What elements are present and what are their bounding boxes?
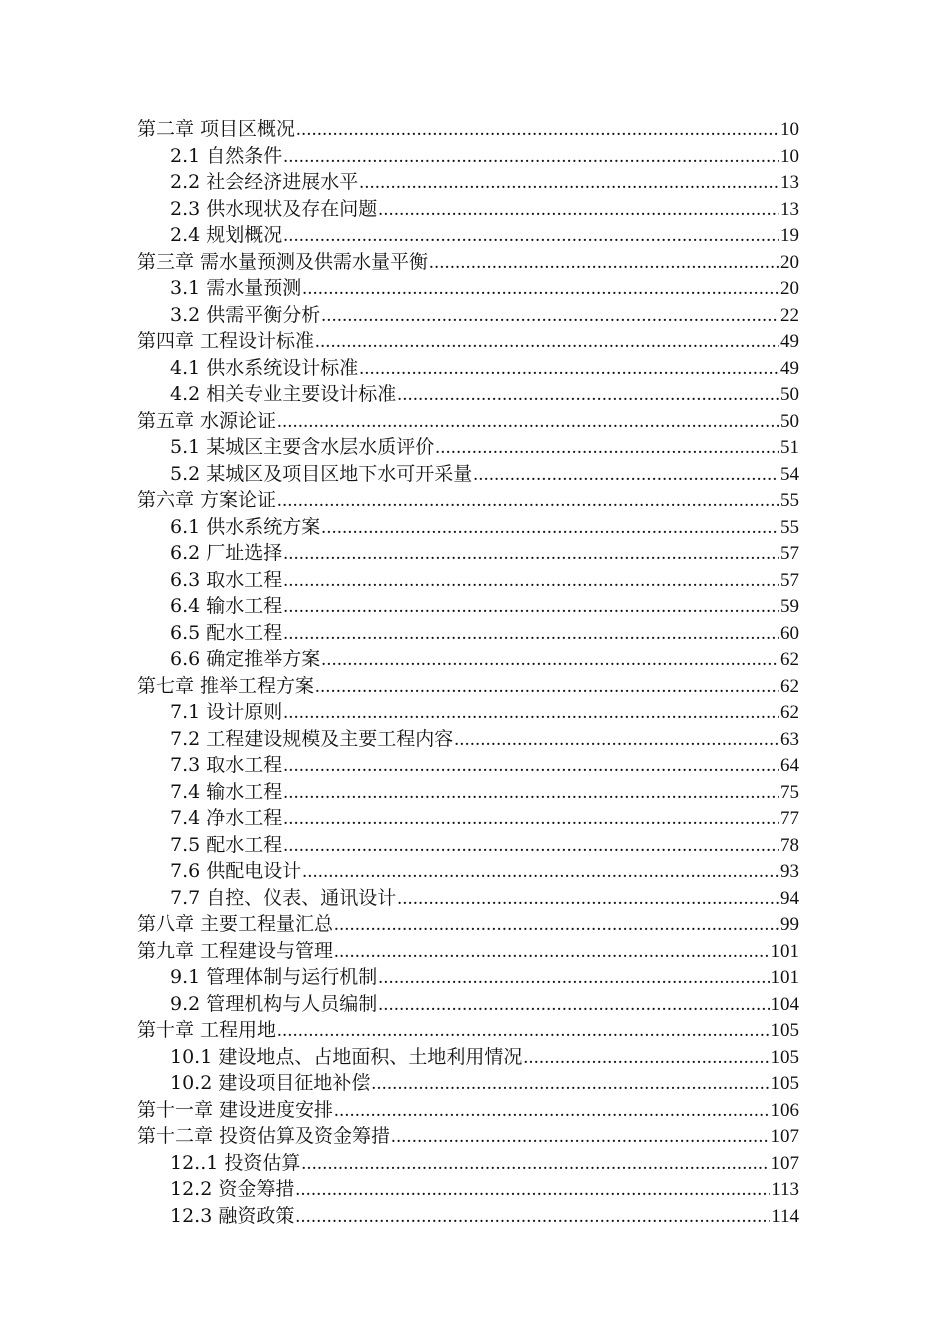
toc-page-number: 78 — [780, 834, 799, 856]
dot-leader — [523, 1045, 769, 1072]
toc-chapter-entry[interactable] — [137, 1097, 799, 1124]
toc-entry-label: 3.2 供需平衡分析 — [170, 303, 321, 326]
toc-page-number: 13 — [780, 172, 799, 193]
dot-leader — [315, 329, 779, 356]
table-of-contents — [137, 116, 799, 1229]
toc-section-entry[interactable] — [137, 1070, 799, 1097]
dot-leader — [277, 1018, 769, 1045]
toc-page-number: 101 — [770, 967, 799, 988]
toc-entry-label: 第五章 水源论证 — [137, 409, 277, 432]
dot-leader — [277, 409, 779, 436]
dot-leader — [315, 674, 779, 701]
toc-entry-label: 6.3 取水工程 — [170, 568, 283, 591]
dot-leader — [435, 435, 779, 462]
toc-section-entry[interactable] — [137, 169, 799, 196]
toc-section-entry[interactable] — [137, 726, 799, 753]
dot-leader — [283, 621, 779, 648]
toc-section-entry[interactable] — [137, 752, 799, 779]
toc-section-entry[interactable] — [137, 779, 799, 806]
toc-entry-label: 2.2 社会经济进展水平 — [170, 171, 359, 193]
toc-page-number: 93 — [780, 861, 799, 882]
dot-leader — [283, 806, 779, 833]
toc-entry-label: 12.3 融资政策 — [170, 1204, 295, 1227]
toc-page-number: 99 — [780, 914, 799, 935]
dot-leader — [295, 1177, 770, 1204]
dot-leader — [283, 700, 779, 727]
toc-entry-label: 7.6 供配电设计 — [170, 860, 302, 882]
dot-leader — [283, 223, 779, 250]
toc-section-entry[interactable] — [137, 434, 799, 461]
dot-leader — [283, 833, 779, 860]
dot-leader — [378, 197, 779, 224]
toc-entry-label: 第九章 工程建设与管理 — [137, 939, 334, 962]
dot-leader — [334, 939, 769, 966]
toc-section-entry[interactable] — [137, 699, 799, 726]
toc-entry-label: 第四章 工程设计标准 — [137, 330, 315, 352]
toc-entry-label: 9.2 管理机构与人员编制 — [170, 992, 378, 1015]
toc-section-entry[interactable] — [137, 514, 799, 541]
toc-chapter-entry[interactable] — [137, 116, 799, 143]
toc-page-number: 62 — [780, 675, 799, 697]
toc-chapter-entry[interactable] — [137, 1017, 799, 1044]
toc-entry-label: 7.1 设计原则 — [170, 701, 283, 723]
toc-section-entry[interactable] — [137, 275, 799, 302]
toc-chapter-entry[interactable] — [137, 328, 799, 355]
dot-leader — [283, 780, 779, 807]
toc-page-number: 22 — [780, 304, 799, 326]
toc-section-entry[interactable] — [137, 858, 799, 885]
toc-section-entry[interactable] — [137, 964, 799, 991]
toc-page-number: 105 — [770, 1073, 799, 1094]
toc-page-number: 113 — [771, 1179, 799, 1200]
toc-section-entry[interactable] — [137, 991, 799, 1018]
toc-page-number: 49 — [780, 357, 799, 379]
toc-page-number: 101 — [770, 940, 799, 962]
toc-chapter-entry[interactable] — [137, 673, 799, 700]
toc-section-entry[interactable] — [137, 1203, 799, 1230]
dot-leader — [283, 568, 779, 595]
toc-page-number: 55 — [780, 490, 799, 511]
toc-section-entry[interactable] — [137, 143, 799, 170]
toc-entry-label: 第三章 需水量预测及供需水量平衡 — [137, 250, 429, 273]
dot-leader — [277, 488, 779, 515]
toc-page-number: 114 — [771, 1205, 799, 1227]
toc-page-number: 60 — [780, 622, 799, 644]
toc-page-number: 107 — [770, 1126, 799, 1147]
toc-chapter-entry[interactable] — [137, 487, 799, 514]
toc-section-entry[interactable] — [137, 381, 799, 408]
toc-page-number: 107 — [770, 1152, 799, 1174]
toc-entry-label: 7.3 取水工程 — [170, 754, 283, 776]
toc-page-number: 57 — [780, 569, 799, 591]
toc-section-entry[interactable] — [137, 1150, 799, 1177]
toc-page-number: 75 — [780, 781, 799, 803]
dot-leader — [302, 859, 779, 886]
dot-leader — [429, 250, 779, 277]
toc-entry-label: 第八章 主要工程量汇总 — [137, 913, 334, 935]
toc-section-entry[interactable] — [137, 355, 799, 382]
toc-page-number: 57 — [780, 543, 799, 564]
toc-section-entry[interactable] — [137, 646, 799, 673]
toc-section-entry[interactable] — [137, 222, 799, 249]
toc-section-entry[interactable] — [137, 461, 799, 488]
toc-entry-label: 第七章 推举工程方案 — [137, 674, 315, 697]
dot-leader — [371, 1071, 769, 1098]
toc-entry-label: 2.4 规划概况 — [170, 224, 283, 246]
dot-leader — [321, 647, 779, 674]
toc-entry-label: 第六章 方案论证 — [137, 489, 277, 511]
toc-page-number: 19 — [780, 225, 799, 246]
toc-page-number: 94 — [780, 887, 799, 909]
dot-leader — [397, 886, 779, 913]
dot-leader — [359, 356, 779, 383]
toc-entry-label: 6.1 供水系统方案 — [170, 515, 321, 538]
toc-page-number: 77 — [780, 808, 799, 829]
toc-page-number: 55 — [780, 516, 799, 538]
toc-entry-label: 2.1 自然条件 — [170, 144, 283, 167]
toc-entry-label: 5.1 某城区主要含水层水质评价 — [170, 436, 435, 458]
toc-page-number: 105 — [770, 1020, 799, 1041]
toc-page-number: 20 — [780, 278, 799, 299]
toc-page-number: 50 — [780, 410, 799, 432]
dot-leader — [473, 462, 779, 489]
dot-leader — [302, 276, 779, 303]
toc-section-entry[interactable] — [137, 196, 799, 223]
dot-leader — [301, 1151, 769, 1178]
toc-page-number: 10 — [780, 145, 799, 167]
toc-entry-label: 3.1 需水量预测 — [170, 277, 302, 299]
toc-entry-label: 10.2 建设项目征地补偿 — [170, 1072, 371, 1094]
dot-leader — [359, 170, 779, 197]
toc-page-number: 63 — [780, 728, 799, 750]
dot-leader — [321, 303, 779, 330]
toc-entry-label: 7.5 配水工程 — [170, 833, 283, 856]
toc-section-entry[interactable] — [137, 885, 799, 912]
toc-page-number: 105 — [770, 1046, 799, 1068]
dot-leader — [334, 912, 779, 939]
toc-chapter-entry[interactable] — [137, 249, 799, 276]
toc-entry-label: 9.1 管理体制与运行机制 — [170, 966, 378, 988]
dot-leader — [391, 1124, 769, 1151]
toc-entry-label: 7.7 自控、仪表、通讯设计 — [170, 886, 397, 909]
toc-page-number: 64 — [780, 755, 799, 776]
toc-chapter-entry[interactable] — [137, 938, 799, 965]
dot-leader — [321, 515, 779, 542]
toc-page-number: 62 — [780, 649, 799, 670]
toc-entry-label: 7.2 工程建设规模及主要工程内容 — [170, 727, 454, 750]
toc-entry-label: 7.4 净水工程 — [170, 807, 283, 829]
toc-page-number: 59 — [780, 596, 799, 617]
toc-entry-label: 12.2 资金筹措 — [170, 1178, 295, 1200]
dot-leader — [283, 144, 779, 171]
toc-section-entry[interactable] — [137, 620, 799, 647]
toc-chapter-entry[interactable] — [137, 911, 799, 938]
toc-entry-label: 6.6 确定推举方案 — [170, 648, 321, 670]
toc-entry-label: 第二章 项目区概况 — [137, 118, 296, 140]
toc-entry-label: 第十二章 投资估算及资金筹措 — [137, 1125, 391, 1147]
toc-entry-label: 6.4 输水工程 — [170, 595, 283, 617]
toc-page-number: 104 — [770, 993, 799, 1015]
toc-section-entry[interactable] — [137, 302, 799, 329]
dot-leader — [378, 992, 769, 1019]
toc-chapter-entry[interactable] — [137, 1123, 799, 1150]
toc-page-number: 54 — [780, 463, 799, 485]
toc-entry-label: 6.5 配水工程 — [170, 621, 283, 644]
dot-leader — [283, 541, 779, 568]
toc-section-entry[interactable] — [137, 540, 799, 567]
dot-leader — [295, 1204, 770, 1231]
toc-section-entry[interactable] — [137, 1044, 799, 1071]
toc-entry-label: 7.4 输水工程 — [170, 780, 283, 803]
toc-page-number: 10 — [780, 119, 799, 140]
toc-page-number: 106 — [770, 1099, 799, 1121]
toc-page-number: 49 — [780, 331, 799, 352]
toc-page-number: 50 — [780, 384, 799, 405]
toc-page-number: 62 — [780, 702, 799, 723]
dot-leader — [378, 965, 769, 992]
toc-entry-label: 12..1 投资估算 — [170, 1151, 301, 1174]
dot-leader — [454, 727, 779, 754]
toc-chapter-entry[interactable] — [137, 408, 799, 435]
toc-section-entry[interactable] — [137, 832, 799, 859]
toc-entry-label: 6.2 厂址选择 — [170, 542, 283, 564]
dot-leader — [296, 117, 779, 144]
dot-leader — [283, 753, 779, 780]
dot-leader — [283, 594, 779, 621]
dot-leader — [334, 1098, 769, 1125]
toc-section-entry[interactable] — [137, 567, 799, 594]
toc-entry-label: 2.3 供水现状及存在问题 — [170, 197, 378, 220]
toc-page-number: 13 — [780, 198, 799, 220]
toc-entry-label: 10.1 建设地点、占地面积、土地利用情况 — [170, 1045, 523, 1068]
toc-section-entry[interactable] — [137, 593, 799, 620]
toc-section-entry[interactable] — [137, 805, 799, 832]
dot-leader — [397, 382, 779, 409]
toc-entry-label: 第十章 工程用地 — [137, 1019, 277, 1041]
toc-section-entry[interactable] — [137, 1176, 799, 1203]
toc-page-number: 20 — [780, 251, 799, 273]
toc-entry-label: 第十一章 建设进度安排 — [137, 1098, 334, 1121]
toc-entry-label: 5.2 某城区及项目区地下水可开采量 — [170, 462, 473, 485]
toc-entry-label: 4.2 相关专业主要设计标准 — [170, 383, 397, 405]
toc-page-number: 51 — [780, 437, 799, 458]
toc-entry-label: 4.1 供水系统设计标准 — [170, 356, 359, 379]
